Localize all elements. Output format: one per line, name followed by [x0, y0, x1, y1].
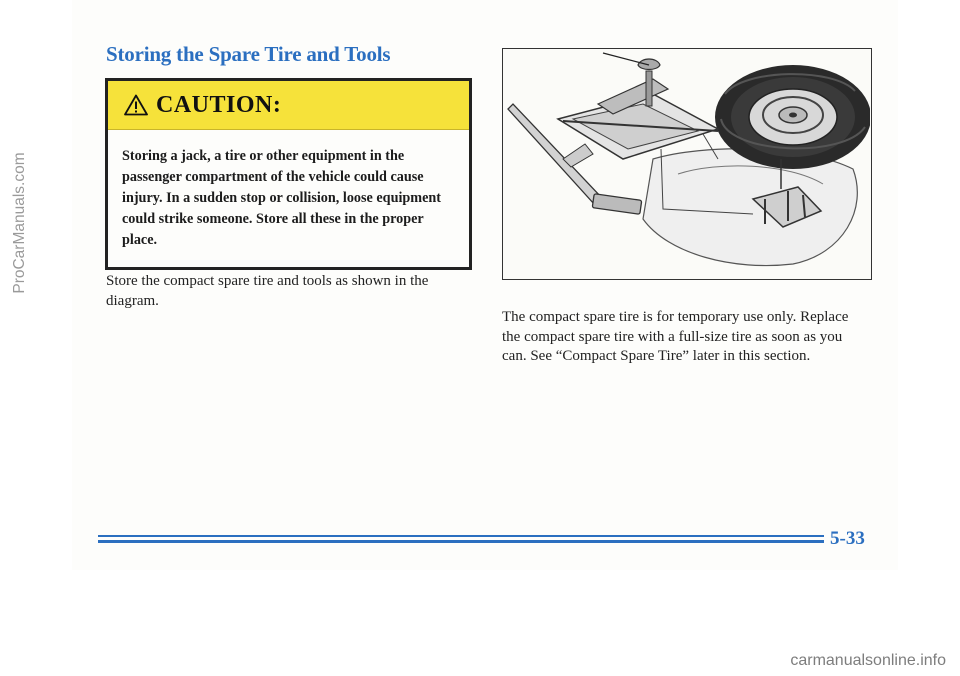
bottom-watermark: carmanualsonline.info	[790, 652, 946, 669]
caution-box	[105, 78, 472, 270]
section-title: Storing the Spare Tire and Tools	[106, 42, 391, 66]
caution-header	[108, 81, 469, 130]
caution-label: CAUTION:	[156, 91, 282, 118]
caution-text: Storing a jack, a tire or other equipment in the passenger compartment of the vehicle could cause injury. In a sudden stop or collision, loose equipment could strike someone. Store all these in the proper place.	[122, 148, 442, 248]
footer-rule-thin	[98, 535, 824, 537]
page-number: 5-33	[830, 528, 865, 549]
warning-triangle-icon	[124, 94, 148, 116]
footer-rule-thick	[98, 540, 824, 543]
spare-tire-and-jack-illustration	[502, 48, 872, 280]
storage-instruction-text: Store the compact spare tire and tools as shown in the diagram.	[106, 273, 429, 309]
side-watermark: ProCarManuals.com	[11, 152, 28, 294]
compact-spare-tire-note: The compact spare tire is for temporary use only. Replace the compact spare tire with a full-size tire as soon as you can. See “Compact Spare Tire” later in this section.	[502, 309, 849, 364]
